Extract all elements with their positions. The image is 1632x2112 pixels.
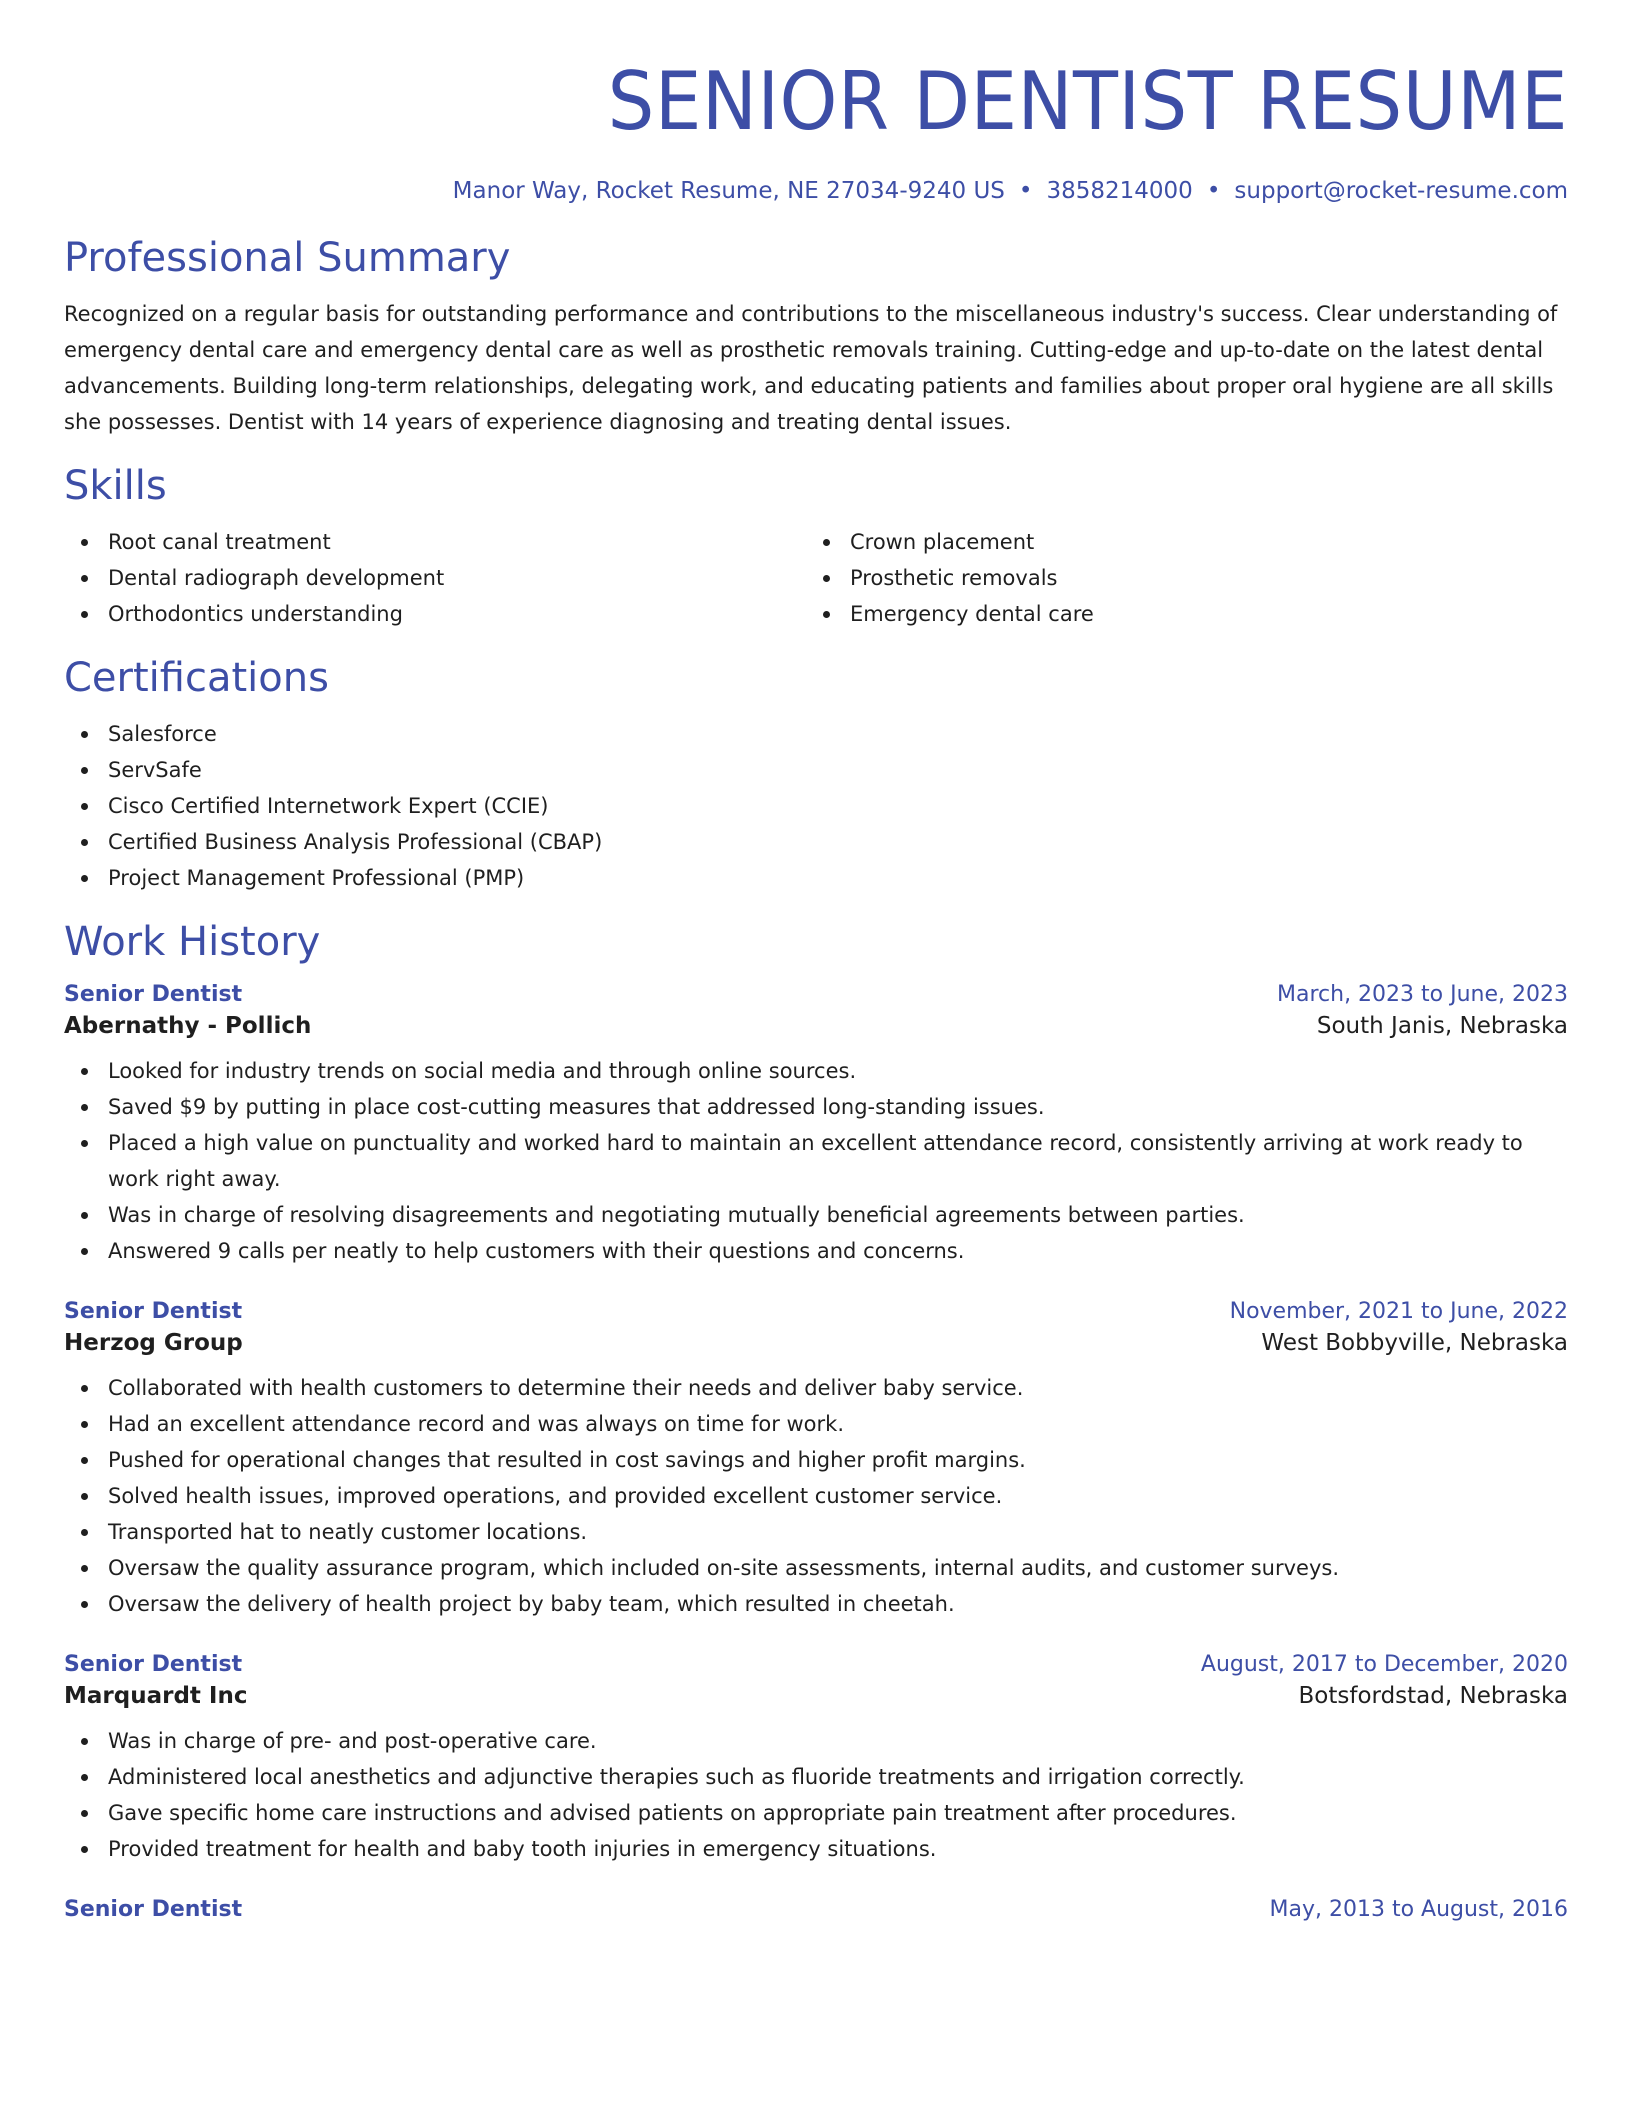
job-entry <box>64 1299 1568 1622</box>
job-title: Senior Dentist <box>64 982 243 1007</box>
job-entry <box>64 1652 1568 1867</box>
certification-item: Cisco Certified Internetwork Expert (CCIE) <box>64 788 1568 824</box>
skill-item: Orthodontics understanding <box>64 596 806 632</box>
job-bullet: Solved health issues, improved operations, and provided excellent customer service. <box>64 1478 1568 1514</box>
job-bullets <box>64 1370 1568 1622</box>
job-company-row <box>64 1013 1568 1039</box>
job-bullet: Placed a high value on punctuality and worked hard to maintain an excellent attendance record, consistently arriving at work ready to work right away. <box>64 1125 1568 1197</box>
job-title: Senior Dentist <box>64 1652 243 1677</box>
skill-item: Emergency dental care <box>806 596 1548 632</box>
job-bullet: Transported hat to neatly customer locations. <box>64 1514 1568 1550</box>
job-location: West Bobbyville, Nebraska <box>1261 1330 1568 1356</box>
contact-line <box>64 178 1568 204</box>
job-bullet: Provided treatment for health and baby tooth injuries in emergency situations. <box>64 1831 1568 1867</box>
job-bullet: Answered 9 calls per neatly to help customers with their questions and concerns. <box>64 1233 1568 1269</box>
job-entry <box>64 1897 1568 1922</box>
certification-item: Project Management Professional (PMP) <box>64 860 1568 896</box>
job-dates: March, 2023 to June, 2023 <box>1277 982 1568 1007</box>
job-entry <box>64 982 1568 1269</box>
certifications-list <box>64 716 1568 896</box>
job-bullet: Was in charge of resolving disagreements and negotiating mutually beneficial agreements between parties. <box>64 1197 1568 1233</box>
resume-title: SENIOR DENTIST RESUME <box>607 55 1568 148</box>
job-dates: August, 2017 to December, 2020 <box>1200 1652 1568 1677</box>
job-bullet: Collaborated with health customers to determine their needs and deliver baby service. <box>64 1370 1568 1406</box>
job-dates: May, 2013 to August, 2016 <box>1269 1897 1568 1922</box>
certification-item: Certified Business Analysis Professional (CBAP) <box>64 824 1568 860</box>
work-history-heading: Work History <box>64 919 321 965</box>
skills-list-left <box>64 524 806 632</box>
certification-item: Salesforce <box>64 716 1568 752</box>
job-company-row <box>64 1330 1568 1356</box>
job-company: Abernathy - Pollich <box>64 1013 312 1039</box>
job-header-row <box>64 1897 1568 1922</box>
summary-text: Recognized on a regular basis for outstanding performance and contributions to the miscellaneous industry's success. Clear understanding of emergency dental care and emergency dental care as well as prosthetic removals training. Cutting-edge and up-to-date on the latest dental advancements. Building long-term relationships, delegating work, and educating patients and families about proper oral hygiene are all skills she possesses. Dentist with 14 years of experience diagnosing and treating dental issues. <box>64 302 1558 434</box>
job-company-row <box>64 1683 1568 1709</box>
job-title: Senior Dentist <box>64 1299 243 1324</box>
job-header-row <box>64 1299 1568 1324</box>
certification-item: ServSafe <box>64 752 1568 788</box>
job-bullet: Oversaw the quality assurance program, which included on-site assessments, internal audits, and customer surveys. <box>64 1550 1568 1586</box>
job-location: Botsfordstad, Nebraska <box>1298 1683 1568 1709</box>
job-bullet: Oversaw the delivery of health project by baby team, which resulted in cheetah. <box>64 1586 1568 1622</box>
job-bullet: Looked for industry trends on social media and through online sources. <box>64 1053 1568 1089</box>
skills-list-right <box>806 524 1548 632</box>
skill-item: Dental radiograph development <box>64 560 806 596</box>
contact-separator: • <box>1206 178 1221 204</box>
skills-grid <box>64 524 1568 632</box>
job-bullets <box>64 1723 1568 1867</box>
job-bullet: Was in charge of pre- and post-operative care. <box>64 1723 1568 1759</box>
job-company: Marquardt Inc <box>64 1683 248 1709</box>
skill-item: Crown placement <box>806 524 1548 560</box>
job-bullet: Pushed for operational changes that resulted in cost savings and higher profit margins. <box>64 1442 1568 1478</box>
skills-heading: Skills <box>64 463 167 509</box>
job-dates: November, 2021 to June, 2022 <box>1229 1299 1568 1324</box>
resume-page <box>64 0 1568 1922</box>
certifications-heading: Certifications <box>64 655 329 701</box>
contact-phone: 3858214000 <box>1046 178 1193 204</box>
job-header-row <box>64 1652 1568 1677</box>
job-bullet: Had an excellent attendance record and was always on time for work. <box>64 1406 1568 1442</box>
job-bullet: Gave specific home care instructions and advised patients on appropriate pain treatment after procedures. <box>64 1795 1568 1831</box>
contact-email: support@rocket-resume.com <box>1234 178 1568 204</box>
job-bullet: Administered local anesthetics and adjunctive therapies such as fluoride treatments and irrigation correctly. <box>64 1759 1568 1795</box>
job-header-row <box>64 982 1568 1007</box>
job-title: Senior Dentist <box>64 1897 243 1922</box>
summary-heading: Professional Summary <box>64 235 511 281</box>
job-bullet: Saved $9 by putting in place cost-cutting measures that addressed long-standing issues. <box>64 1089 1568 1125</box>
contact-separator: • <box>1018 178 1033 204</box>
skill-item: Prosthetic removals <box>806 560 1548 596</box>
job-company: Herzog Group <box>64 1330 243 1356</box>
skill-item: Root canal treatment <box>64 524 806 560</box>
contact-address: Manor Way, Rocket Resume, NE 27034-9240 US <box>452 178 1005 204</box>
job-location: South Janis, Nebraska <box>1316 1013 1568 1039</box>
job-bullets <box>64 1053 1568 1269</box>
